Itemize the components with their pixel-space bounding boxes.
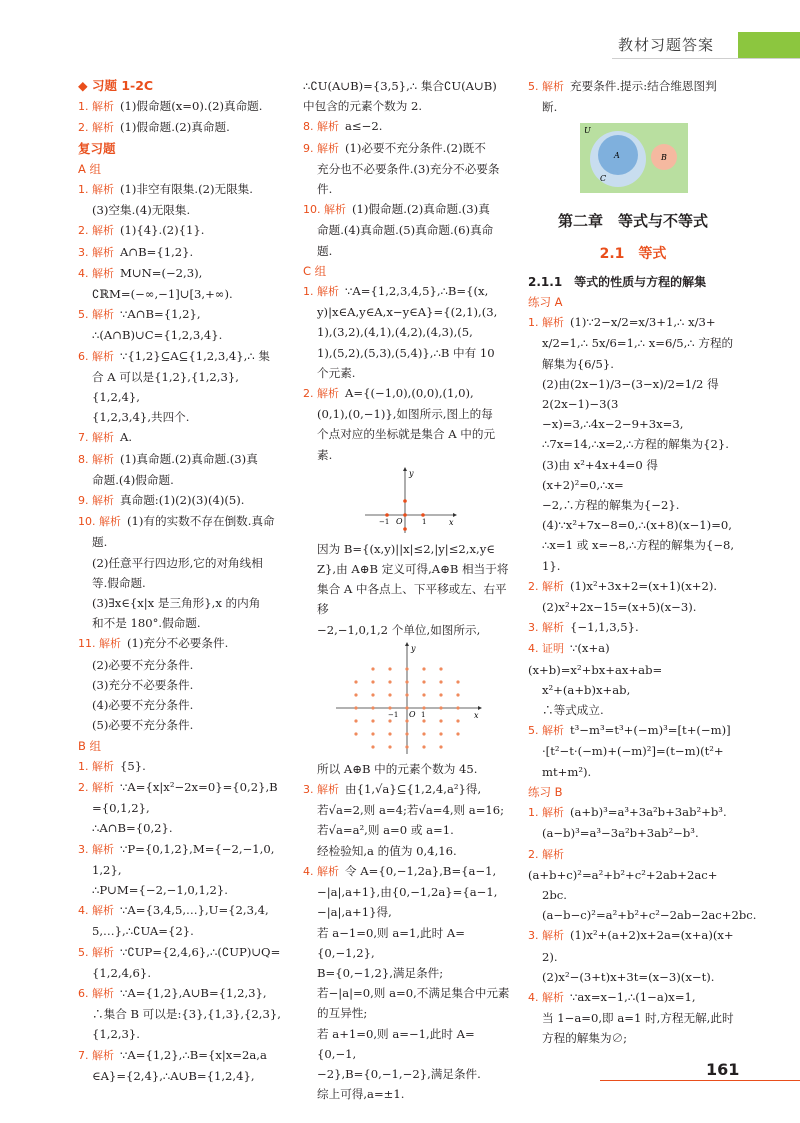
x-axis-label: x [448,517,454,527]
answer-label: 9. 解析 [78,494,114,508]
y-axis-label: y [408,468,414,478]
answer-continuation: −|a|,a+1}得, [317,905,392,920]
answer-text: ∵{1,2}⊆A⊆{1,2,3,4},∴ 集 [120,348,271,363]
answer-continuation: 集合 A 中各点上、下平移或左、右平移 [317,582,507,617]
answer-continuation: 1),(3,2),(4,1),(4,2),(4,3),(5, [317,325,473,340]
answer-text: (1)真命题.(2)真命题.(3)真 [120,451,258,466]
set-a-plus-b-point [456,732,459,735]
origin-label: O [395,516,403,526]
answer-text: ∵A={1,2},A∪B={1,2,3}, [120,985,267,1000]
answer-item [78,633,283,654]
set-a-plus-b-point [371,745,374,748]
answer-continuation: (a−b)³=a³−3a²b+3ab²−b³. [542,826,699,841]
set-a-plus-b-point [371,732,374,735]
answer-continuation: (2)x²−(3+t)x+3t=(x−3)(x−t). [542,969,715,984]
answer-text: ∵A={3,4,5,…},U={2,3,4, [120,903,269,918]
answer-label: 6. 解析 [78,986,114,1000]
set-a-plus-b-point [456,706,459,709]
set-a-plus-b-point [354,693,357,696]
answer-label: 5. 解析 [78,945,114,959]
set-a-plus-b-point [354,680,357,683]
answer-item [78,427,283,448]
answer-continuation: −x)=3,∴4x−2−9+3x=3, [542,417,684,432]
answer-item [78,942,283,963]
answer-item [303,383,510,404]
column-3 [528,76,757,1049]
set-a-plus-b-point [422,732,425,735]
set-a-plus-b-point [405,680,408,683]
answer-continuation: (2)任意平行四边形,它的对角线相 [92,555,263,570]
group-heading: A 组 [78,161,102,176]
venn-label-b: B [661,153,667,163]
answer-continuation: (3)空集.(4)无限集. [92,203,191,218]
set-a-point [403,527,407,531]
answer-text: (1)假命题.(2)真命题. [120,120,230,135]
answer-label: 1. 解析 [78,759,114,773]
set-a-plus-b-point [439,693,442,696]
answer-label: 1. 解析 [78,183,114,197]
page-number: 161 [706,1060,740,1079]
set-a-plus-b-point [388,693,391,696]
answer-text: {5}. [120,758,146,773]
chapter-title: 第二章 等式与不等式 [557,212,708,231]
answer-label: 11. 解析 [78,637,121,651]
answer-text: A. [120,430,133,445]
answer-item [78,304,283,325]
answer-label: 2. 解析 [78,224,114,238]
answer-continuation: (2)由(2x−1)/3−(3−x)/2=1/2 得 2(2x−1)−3(3 [542,376,719,412]
answer-item [303,861,510,882]
answer-item [528,638,738,679]
answer-label: 7. 解析 [78,431,114,445]
answer-item [78,900,283,921]
group-heading: B 组 [78,738,102,753]
answer-continuation: ∴集合 B 可以是:{3},{1,3},{2,3}, [92,1007,281,1022]
set-a-plus-b-point [439,706,442,709]
answer-continuation: mt+m²). [542,764,592,779]
answer-label: 1. 解析 [528,806,564,820]
set-a-plus-b-point [422,745,425,748]
answer-item [78,346,283,367]
answer-item [303,281,510,302]
answer-item [78,96,283,117]
answer-item [528,617,738,638]
answer-label: 9. 解析 [303,141,339,155]
answer-text: 由{1,√a}⊆{1,2,4,a²}得, [345,782,482,797]
answer-item [78,777,283,798]
answer-label: 8. 解析 [78,452,114,466]
set-a-plus-b-point [388,732,391,735]
answer-continuation: Z},由 A⊕B 定义可得,A⊕B 相当于将 [317,562,509,577]
answer-continuation: 个元素. [317,365,356,380]
answer-text: ∵∁UP={2,4,6},∴(∁UP)∪Q= [120,944,281,959]
group-heading: 练习 B [528,784,563,799]
set-a-plus-b-point [439,732,442,735]
header-accent-block [738,32,800,58]
answer-text: M∪N=(−2,3), [120,265,203,280]
answer-text: (1)x²+(a+2)x+2a=(x+a)(x+ [570,928,734,943]
answer-item [78,983,283,1004]
answer-continuation: 方程的解集为∅; [542,1031,628,1046]
answer-continuation: 充分也不必要条件.(3)充分不必要条 [317,161,500,176]
answer-continuation: 当 1−a=0,即 a=1 时,方程无解,此时 [542,1011,734,1026]
answer-text: 充要条件.提示:结合维恩图判 [570,79,717,93]
answer-continuation: 合 A 可以是{1,2},{1,2,3},{1,2,4}, [92,369,239,405]
page-number-rule [600,1080,800,1081]
answer-label: 2. 解析 [78,780,114,794]
answer-continuation: B={0,−1,2},满足条件; [317,965,444,980]
answer-continuation: {1,2,3,4},共四个. [92,410,190,425]
x-axis-arrow [453,513,457,517]
answer-text: a≤−2. [345,119,383,134]
answer-continuation: 命题.(4)假命题. [92,472,174,487]
answer-continuation: 若√a=a²,则 a=0 或 a=1. [317,823,454,838]
answer-text: (1){4}.(2){1}. [120,223,205,238]
answer-continuation: (0,1),(0,−1)},如图所示,图上的每 [317,407,493,422]
set-a-plus-b-point [439,745,442,748]
answer-label: 1. 解析 [528,316,564,330]
answer-continuation: (2)x²+2x−15=(x+5)(x−3). [542,600,697,615]
answer-continuation: 题. [92,535,108,550]
answer-continuation: {1,2,3}. [92,1027,140,1042]
answer-text: ∴∁U(A∪B)={3,5},∴ 集合∁U(A∪B) [303,79,497,93]
answer-continuation: 1,2}, [92,862,122,877]
answer-item [78,242,283,263]
answer-label: 7. 解析 [78,1048,114,1062]
answer-text: (a+b+c)²=a²+b²+c²+2ab+2ac+ [528,867,718,882]
answer-continuation: (3)∃x∈{x|x 是三角形},x 的内角 [92,596,261,611]
answer-text: (1)假命题.(2)真命题.(3)真 [352,202,490,217]
answer-label: 3. 解析 [303,783,339,797]
answer-continuation: 断. [542,100,558,115]
y-axis-arrow [405,642,409,646]
set-a-plus-b-point [371,706,374,709]
tick-label-neg: −1 [387,710,398,719]
set-a-plus-b-point [456,693,459,696]
answer-continuation: −2,∴方程的解集为{−2}. [542,498,680,513]
set-a-plus-b-point [405,667,408,670]
answer-item [528,925,738,946]
answer-item [528,802,738,823]
answer-label: 2. 解析 [528,847,564,861]
answer-continuation: 件. [317,182,333,197]
answer-item [78,839,283,860]
answer-continuation: ∴(A∩B)∪C={1,2,3,4}. [92,328,223,343]
set-a-plus-b-point [456,680,459,683]
answer-continuation: (5)必要不充分条件. [92,718,194,733]
set-a-plus-b-point [422,706,425,709]
answer-label: 8. 解析 [303,120,339,134]
x-axis-arrow [478,706,482,710]
answer-continuation: ∴等式成立. [542,703,604,718]
answer-text: (1)必要不充分条件.(2)既不 [345,140,486,155]
answer-text: 令 A={0,−1,2a},B={a−1, [345,863,497,878]
set-a-plus-b-point [371,693,374,696]
answer-continuation: 5,…},∴∁UA={2}. [92,924,194,939]
set-a-point [403,499,407,503]
answer-label: 4. 解析 [528,990,564,1004]
answer-label: 1. 解析 [78,100,114,114]
answer-item [528,312,738,333]
answer-label: 1. 解析 [303,285,339,299]
answer-continuation: 命题.(4)真命题.(5)真命题.(6)真命 [317,223,494,238]
answer-item [78,220,283,241]
set-a-plus-b-point [405,693,408,696]
answer-continuation: (3)由 x²+4x+4=0 得(x+2)²=0,∴x= [542,457,658,492]
section-title: 2.1.1 等式的性质与方程的解集 [528,274,707,289]
answer-item [78,449,283,470]
set-a-point [421,513,425,517]
answer-continuation: ·[t²−t·(−m)+(−m)²]=(t−m)(t²+ [542,744,724,759]
answer-continuation: −2,−1,0,1,2 个单位,如图所示, [317,622,481,637]
answer-item [528,76,738,97]
tick-label-pos: 1 [420,710,425,719]
answer-label: 3. 解析 [78,245,114,259]
answer-continuation: (4)∵x²+7x−8=0,∴(x+8)(x−1)=0, [542,518,732,533]
set-a-plus-b-point [388,719,391,722]
set-a-plus-b-point [388,706,391,709]
answer-label: 4. 解析 [78,904,114,918]
answer-label: 10. 解析 [303,203,346,217]
answer-label: 2. 解析 [78,121,114,135]
venn-label-c: C [600,174,607,184]
answer-continuation: (a−b−c)²=a²+b²+c²−2ab−2ac+2bc. [542,908,757,923]
figure-set-a-plot [357,467,457,537]
answer-continuation: x/2=1,∴ 5x/6=1,∴ x=6/5,∴ 方程的 [542,336,734,351]
set-a-plus-b-point [405,732,408,735]
answer-continuation: −|a|,a+1},由{0,−1,2a}={a−1, [317,885,498,900]
column-2 [303,76,510,1104]
answer-label: 3. 解析 [78,842,114,856]
venn-label-a: A [614,151,620,161]
answer-text: (1)∵2−x/2=x/3+1,∴ x/3+ [570,315,716,330]
answer-continuation: {1,2,4,6}. [92,965,151,980]
answer-continuation: ∴P∪M={−2,−1,0,1,2}. [92,882,228,897]
answer-text: (1)充分不必要条件. [127,636,229,651]
answer-item [78,179,283,200]
answer-text: {−1,1,3,5}. [570,620,639,635]
answer-continuation: 综上可得,a=±1. [317,1087,405,1102]
venn-diagram [580,123,688,193]
answer-continuation: 解集为{6/5}. [542,356,614,371]
set-a-plus-b-point [388,667,391,670]
answer-item [78,511,283,532]
answer-continuation: 因为 B={(x,y)||x|≤2,|y|≤2,x,y∈ [317,541,495,556]
set-a-plus-b-point [371,667,374,670]
answer-continuation: 1}. [542,558,561,573]
section-heading: 复习题 [78,140,116,156]
subchapter-title: 2.1 等式 [599,245,667,262]
answer-text: (1)假命题(x=0).(2)真命题. [120,99,263,114]
y-axis-arrow [403,467,407,471]
answer-label: 3. 解析 [528,929,564,943]
answer-label: 5. 解析 [528,724,564,738]
answer-continuation: ∈A}={2,4},∴A∪B={1,2,4}, [92,1068,255,1083]
answer-item [303,779,510,800]
set-a-plus-b-point [388,745,391,748]
set-a-point [385,513,389,517]
answer-text: ∵A={1,2,3,4,5},∴B={(x, [345,284,489,299]
answer-text: ∵ax=x−1,∴(1−a)x=1, [570,989,696,1004]
answer-item [528,987,738,1008]
venn-label-u: U [584,126,591,136]
set-a-plus-b-point [354,719,357,722]
answer-label: 10. 解析 [78,515,121,529]
set-a-plus-b-point [371,680,374,683]
answer-continuation: ∴x=1 或 x=−8,∴方程的解集为{−8, [542,538,735,553]
answer-continuation: 1),(5,2),(5,3),(5,4)},∴B 中有 10 [317,345,495,360]
answer-continuation: 经检验知,a 的值为 0,4,16. [317,843,457,858]
answer-continuation: ∴A∩B={0,2}. [92,821,173,836]
answer-continuation: x²+(a+b)x+ab, [542,682,631,697]
answer-item [78,117,283,138]
set-a-plus-b-point [422,667,425,670]
answer-text: A={(−1,0),(0,0),(1,0), [345,386,474,401]
answer-text: (a+b)³=a³+3a²b+3ab²+b³. [570,805,727,820]
set-a-plus-b-point [354,706,357,709]
header-divider [612,58,800,59]
answer-continuation: 若√a=2,则 a=4;若√a=4,则 a=16; [317,803,505,818]
answer-label: 3. 解析 [528,621,564,635]
set-a-plus-b-point [354,732,357,735]
answer-item [78,263,283,284]
answer-continuation: −2},B={0,−1,−2},满足条件. [317,1066,481,1081]
answer-label: 4. 解析 [303,864,339,878]
answer-text: A∩B={1,2}. [120,244,194,259]
answer-continuation: 若−|a|=0,则 a=0,不满足集合中元素 [317,986,510,1001]
section-heading: ◆ 习题 1-2C [78,78,154,93]
set-a-plus-b-point [405,706,408,709]
answer-label: 4. 解析 [78,266,114,280]
answer-label: 2. 解析 [303,387,339,401]
answer-continuation: 的互异性; [317,1006,368,1021]
set-a-plus-b-point [405,719,408,722]
answer-continuation: ={0,1,2}, [92,801,150,816]
set-a-plus-b-point [422,680,425,683]
answer-label: 6. 解析 [78,349,114,363]
answer-continuation: 若 a+1=0,则 a=−1,此时 A={0,−1, [317,1026,475,1061]
answer-item [303,138,510,159]
origin-label: O [408,709,416,719]
set-a-plus-b-point [439,719,442,722]
answer-continuation: 所以 A⊕B 中的元素个数为 45. [317,761,478,776]
answer-continuation: (2)必要不充分条件. [92,657,194,672]
answer-label: 5. 解析 [528,80,564,93]
x-axis-label: x [473,710,479,720]
header-title: 教材习题答案 [618,36,715,54]
column-1 [78,76,283,1086]
answer-continuation: 和不是 180°.假命题. [92,616,201,631]
set-a-plus-b-point [422,693,425,696]
answer-continuation: 个点对应的坐标就是集合 A 中的元素. [317,427,496,462]
set-a-point [403,513,407,517]
figure-set-a-plus-b-plot [332,642,482,757]
answer-item [303,116,510,137]
answer-text: (1)x²+3x+2=(x+1)(x+2). [570,578,718,593]
answer-text: ∵A={1,2},∴B={x|x=2a,a [120,1047,267,1062]
set-a-plus-b-point [439,680,442,683]
answer-continuation: 2bc. [542,887,567,902]
tick-label-pos: 1 [421,517,426,526]
answer-continuation: ∁ℝM=(−∞,−1]∪[3,+∞). [92,287,233,302]
y-axis-label: y [410,643,416,653]
answer-label: 2. 解析 [528,579,564,593]
answer-item [78,756,283,777]
answer-text: (1)有的实数不存在倒数.真命 [127,514,275,529]
set-a-plus-b-point [422,719,425,722]
answer-text: 中包含的元素个数为 2. [303,99,423,114]
answer-continuation: (4)必要不充分条件. [92,698,194,713]
answer-text: ∵A∩B={1,2}, [120,307,201,322]
answer-continuation: 2). [542,949,558,964]
answer-item [528,576,738,597]
set-a-plus-b-point [456,719,459,722]
answer-item [78,490,283,511]
set-a-plus-b-point [388,680,391,683]
answer-item [303,199,510,220]
answer-text: (1)非空有限集.(2)无限集. [120,182,253,197]
answer-text: ∵P={0,1,2},M={−2,−1,0, [120,841,275,856]
answer-text: t³−m³=t³+(−m)³=[t+(−m)] [570,723,731,738]
answer-item [78,1045,283,1066]
answer-continuation: (3)充分不必要条件. [92,677,194,692]
answer-item [528,720,738,741]
group-heading: C 组 [303,263,327,278]
set-a-plus-b-point [439,667,442,670]
answer-continuation: 等.假命题. [92,575,146,590]
answer-continuation: 若 a−1=0,则 a=1,此时 A={0,−1,2}, [317,925,465,960]
answer-continuation: y)|x∈A,y∈A,x−y∈A}={(2,1),(3, [317,305,498,320]
answer-label: 5. 解析 [78,308,114,322]
answer-text: ∵(x+a)(x+b)=x²+bx+ax+ab= [528,641,663,677]
tick-label-neg: −1 [378,517,389,526]
answer-label: 4. 证明 [528,642,564,656]
group-heading: 练习 A [528,295,563,310]
answer-text: 真命题:(1)(2)(3)(4)(5). [120,493,245,508]
answer-text: ∵A={x|x²−2x=0}={0,2},B [120,779,278,794]
set-a-plus-b-point [371,719,374,722]
set-a-plus-b-point [405,745,408,748]
answer-continuation: 题. [317,243,333,258]
answer-continuation: ∴7x=14,∴x=2,∴方程的解集为{2}. [542,437,729,452]
answer-item [528,844,738,885]
